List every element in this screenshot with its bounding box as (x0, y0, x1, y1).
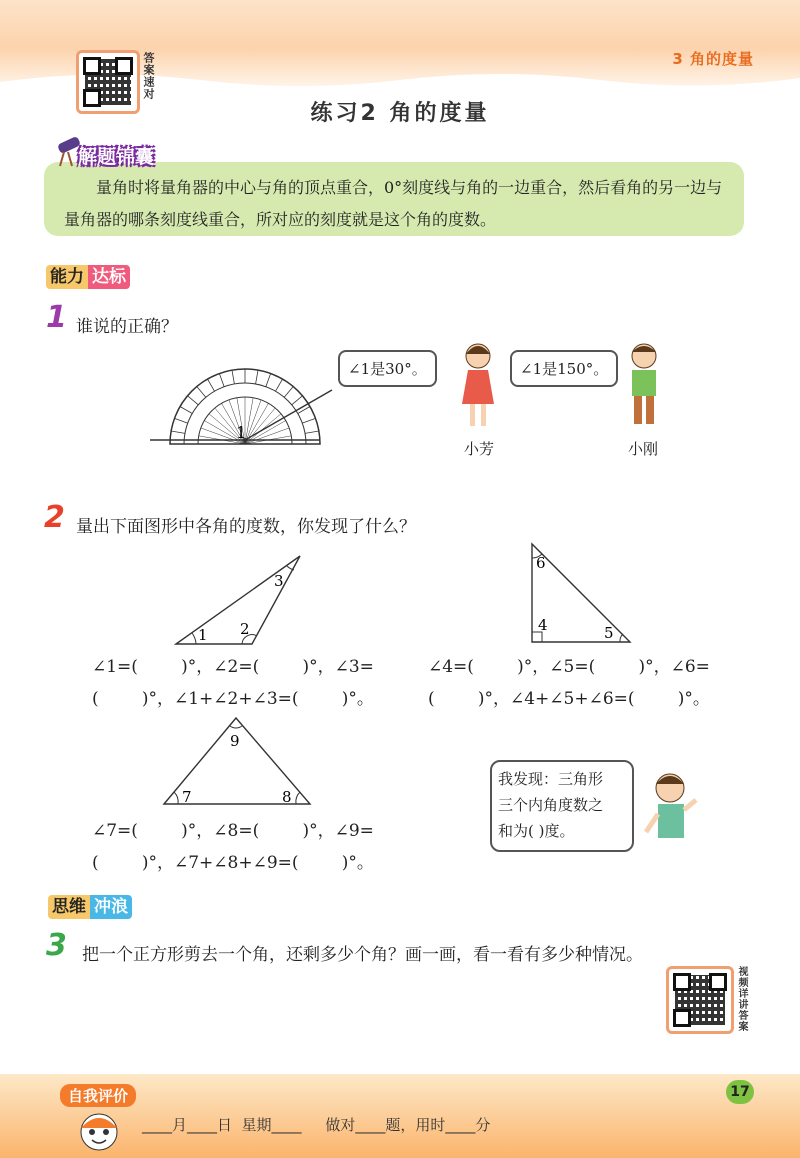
question-number-3: 3 (46, 928, 67, 963)
section-heading-left: 思维 (48, 895, 90, 919)
chapter-title: 3 角的度量 (672, 50, 754, 68)
section-heading-left: 能力 (46, 265, 88, 289)
equation-3-line-1: ∠7=( )°，∠8=( )°，∠9= (92, 821, 374, 841)
section-heading-thinking (48, 892, 132, 917)
section-heading-right: 达标 (88, 265, 130, 289)
equation-1-line-2: ( )°，∠1+∠2+∠3=( )°。 (92, 689, 374, 709)
equation-3-line-2: ( )°，∠7+∠8+∠9=( )°。 (92, 853, 374, 873)
girl-speech-bubble: ∠1是30°。 (338, 350, 437, 387)
angle-label-5: 5 (604, 624, 614, 642)
section-heading-right: 冲浪 (90, 895, 132, 919)
angle-label-9: 9 (230, 732, 240, 750)
equation-2-line-2: ( )°，∠4+∠5+∠6=( )°。 (428, 689, 710, 709)
question-2-text: 量出下面图形中各角的度数，你发现了什么？ (76, 517, 416, 537)
equation-1-line-1: ∠1=( )°，∠2=( )°，∠3= (92, 657, 374, 677)
tips-label: 解题锦囊 (78, 146, 155, 168)
finding-bubble (490, 760, 634, 852)
angle-label-2: 2 (240, 620, 250, 638)
angle-label-7: 7 (182, 788, 192, 806)
tips-text: 量角时将量角器的中心与角的顶点重合，0°刻度线与角的一边重合，然后看角的另一边与量角器的哪条刻度线重合，所对应的刻度就是这个角的度数。 (64, 178, 723, 229)
angle-label-6: 6 (536, 554, 546, 572)
finding-line-1: 我发现：三角形 (498, 770, 604, 788)
finding-line-3: 和为( )度。 (498, 822, 575, 840)
angle-label-1: 1 (198, 626, 208, 644)
girl-figure (454, 338, 502, 434)
video-qr-side-label: 视频详讲答案 (736, 966, 747, 1032)
angle-label-3: 3 (274, 572, 284, 590)
section-heading-ability (46, 262, 130, 287)
question-number-1: 1 (46, 300, 67, 335)
angle-label-8: 8 (282, 788, 292, 806)
question-number-2: 2 (44, 500, 65, 535)
video-qr-code[interactable] (666, 966, 734, 1034)
protractor-angle-label: 1 (236, 423, 247, 442)
triangle-3 (160, 712, 314, 808)
page-title: 练习2 角的度量 (310, 101, 490, 126)
footer-record-line: ____月____日 星期____ 做对____题，用时____分 (142, 1116, 491, 1134)
qr-side-label: 答案速对 (142, 52, 155, 100)
boy-speech-bubble: ∠1是150°。 (510, 350, 618, 387)
girl-name: 小芳 (464, 440, 495, 458)
angle-label-4: 4 (538, 616, 548, 634)
equation-2-line-1: ∠4=( )°，∠5=( )°，∠6= (428, 657, 710, 677)
boy-name: 小刚 (628, 440, 659, 458)
question-3-text: 把一个正方形剪去一个角，还剩多少个角？画一画，看一看有多少种情况。 (82, 945, 643, 965)
finding-line-2: 三个内角度数之 (498, 796, 604, 814)
triangle-2 (524, 540, 636, 648)
self-evaluation-label: 自我评价 (60, 1084, 136, 1107)
page-number: 17 (726, 1080, 754, 1104)
boy-thinking-figure (642, 766, 702, 860)
question-1-text: 谁说的正确？ (76, 317, 178, 337)
protractor-figure (150, 356, 340, 456)
boy-figure (620, 338, 668, 434)
mascot-face-icon (76, 1108, 122, 1152)
triangle-1 (170, 552, 310, 648)
